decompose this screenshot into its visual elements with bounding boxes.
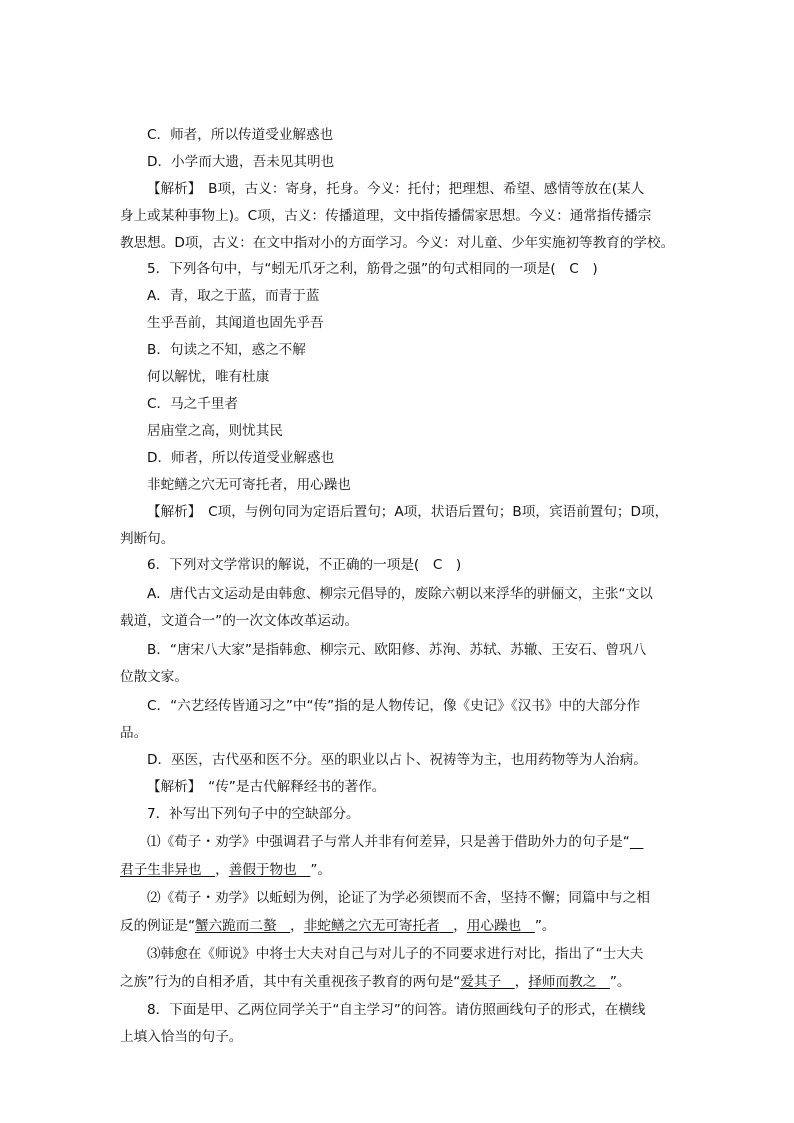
q7-part3-blank-pad1: [501, 974, 515, 990]
q7-part1-line1: [147, 833, 643, 851]
q7-part2-answer1: 蟹六跪而二螯: [195, 918, 277, 934]
option-c-line: C．师者，所以传道受业解惑也: [147, 127, 334, 143]
q7-part3-answer2: 择师而教之: [528, 974, 597, 990]
q7-part1-end: ”。: [310, 862, 331, 878]
q7-part2-line1: ⑵《荀子・劝学》以蚯蚓为例，论证了为学必须锲而不舍，坚持不懈；同篇中与之相: [147, 890, 650, 906]
q7-part2-blank-pad1: [277, 918, 291, 934]
q7-part2-sep2: ，: [453, 918, 467, 934]
analysis-4-line2: 身上或某种事物上)。C项，古义：传播道理，文中指传播儒家思想。今义：通常指传播宗: [120, 208, 652, 224]
q7-part1-blank-pad1: [202, 862, 216, 878]
question-8-line2: 上填入恰当的句子。: [120, 1029, 243, 1045]
q6-option-b: B．“唐宋八大家”是指韩愈、柳宗元、欧阳修、苏洵、苏轼、苏辙、王安石、曾巩八: [147, 642, 647, 658]
q5-option-c-2: 居庙堂之高，则忧其民: [147, 423, 283, 439]
question-8: 8．下面是甲、乙两位同学关于“自主学习”的问答。请仿照画线句子的形式，在横线: [147, 1002, 646, 1018]
q7-part3-sep: ，: [514, 974, 529, 990]
q7-part3-line2: [120, 973, 631, 991]
analysis-5-line1: 【解析】 C项，与例句同为定语后置句；A项，状语后置句；B项，宾语前置句；D项，: [147, 504, 669, 520]
q6-option-c-2: 品。: [120, 725, 148, 741]
q6-option-b-2: 位散文家。: [120, 669, 188, 685]
q7-part2-answer2: 非蛇鳝之穴无可寄托者: [303, 918, 440, 934]
q6-option-c: C．“六艺经传皆通习之”中“传”指的是人物传记，像《史记》《汉书》中的大部分作: [147, 698, 641, 714]
q7-part2-answer3: 用心躁也: [466, 918, 522, 934]
q7-part1-answer2: 善假于物也: [228, 862, 297, 878]
q7-part2-blank-pad3: [521, 918, 535, 934]
question-5: 5．下列各句中，与“蚓无爪牙之利，筋骨之强”的句式相同的一项是( C ): [147, 261, 598, 277]
q7-part1-blank-lead: [630, 834, 644, 850]
q7-part2-end: ”。: [534, 918, 556, 934]
q7-part3-end: ”。: [609, 974, 631, 990]
analysis-4-line3: 教思想。D项，古义：在文中指对小的方面学习。今义：对儿童、少年实施初等教育的学校。: [120, 235, 675, 251]
q7-part2-blank-pad2: [440, 918, 454, 934]
q5-option-a-2: 生乎吾前，其闻道也固先乎吾: [147, 315, 324, 331]
q5-option-b: B．句读之不知，惑之不解: [147, 342, 306, 358]
q6-option-d: D．巫医，古代巫和医不分。巫的职业以占卜、祝祷等为主，也用药物等为人治病。: [147, 752, 647, 768]
q7-part2-line2: [120, 917, 556, 935]
q5-option-d-2: 非蛇鳝之穴无可寄托者，用心躁也: [147, 477, 351, 493]
q7-part3-blank-pad2: [596, 974, 610, 990]
question-6: 6．下列对文学常识的解说，不正确的一项是( C ): [147, 557, 462, 573]
q7-part2-sep1: ，: [290, 918, 304, 934]
q7-part1-blank-pad2: [297, 862, 311, 878]
q7-part1-sep: ，: [215, 862, 229, 878]
q6-option-a: A．唐代古文运动是由韩愈、柳宗元倡导的，废除六朝以来浮华的骈俪文，主张“文以: [147, 586, 653, 602]
question-7: 7．补写出下列句子中的空缺部分。: [147, 806, 360, 822]
analysis-5-line2: 判断句。: [120, 531, 175, 547]
q5-option-c: C．马之千里者: [147, 396, 239, 412]
q6-option-a-2: 载道，文道合一”的一次文体改革运动。: [120, 613, 359, 629]
analysis-6: 【解析】 “传”是古代解释经书的著作。: [147, 779, 386, 795]
q5-option-a: A．青，取之于蓝，而青于蓝: [147, 288, 320, 304]
q7-part1-text: ⑴《荀子・劝学》中强调君子与常人并非有何差异，只是善于借助外力的句子是“: [147, 834, 630, 850]
option-d-line: D．小学而大遗，吾未见其明也: [147, 154, 335, 170]
q7-part1-line2: [120, 861, 331, 879]
q5-option-d: D．师者，所以传道受业解惑也: [147, 450, 335, 466]
q7-part2-pre: 反的例证是“: [120, 918, 196, 934]
q5-option-b-2: 何以解忧，唯有杜康: [147, 369, 270, 385]
q7-part3-pre: 之族”行为的自相矛盾，其中有关重视孩子教育的两句是“: [120, 974, 461, 990]
q7-part1-answer1: 君子生非异也: [120, 862, 202, 878]
analysis-4-line1: 【解析】 B项，古义：寄身，托身。今义：托付；把理想、希望、感情等放在(某人: [147, 181, 645, 197]
q7-part3-answer1: 爱其子: [460, 974, 502, 990]
q7-part3-line1: ⑶韩愈在《师说》中将士大夫对自己与对儿子的不同要求进行对比，指出了“士大夫: [147, 946, 644, 962]
